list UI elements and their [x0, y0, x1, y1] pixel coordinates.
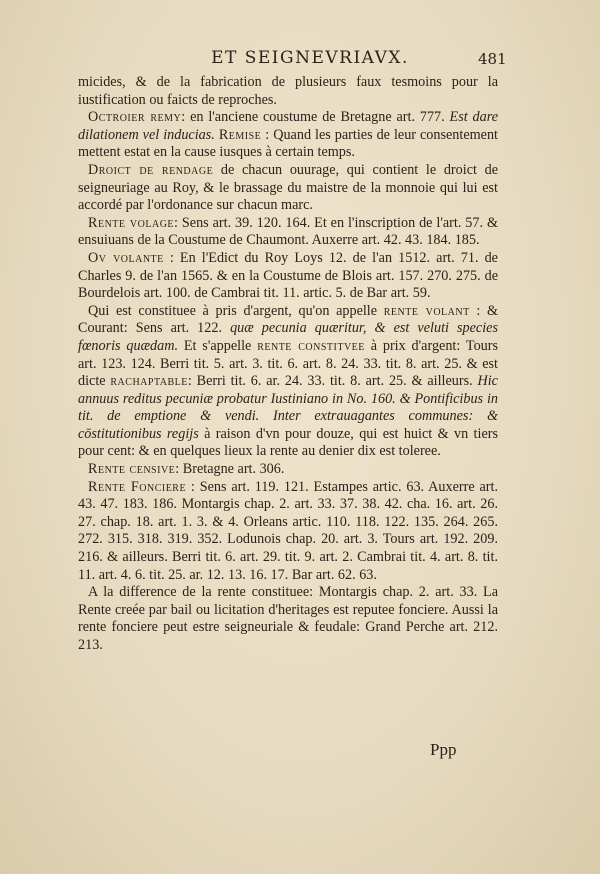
- text-run: Qui est constituee à pris d'argent, qu'on appelle: [88, 302, 384, 319]
- term-heading: Rente Fonciere: [88, 478, 187, 495]
- latin-quote: quæ pecunia quæritur, & est veluti species fœnoris quædam.: [78, 320, 498, 354]
- running-header: ET SEIGNEVRIAVX.: [211, 48, 409, 68]
- paragraph: [78, 162, 498, 215]
- latin-quote: Hic annuus reditus pecuniæ probatur Iustiniano in No. 160. & Pontificibus in tit. de emptione & vendi. Inter extrauagantes communes: & cōstitutionibus regijs: [78, 373, 498, 442]
- text-run: : Bretagne art. 306.: [175, 461, 285, 478]
- term-heading: Remise: [218, 126, 262, 143]
- page-number: 481: [478, 50, 507, 68]
- catchword: Ppp: [430, 740, 457, 759]
- paragraph: [78, 74, 498, 109]
- text-run: à prix d'argent: Tours art. 123. 124. Berri tit. 5. art. 3. tit. 6. art. 8. 24. 33. tit. 8. art. 25. & est dicte: [78, 337, 498, 390]
- term-heading: Octroier remy: [88, 109, 182, 126]
- paragraph: [78, 584, 498, 654]
- text-run: : Sens art. 119. 121. Estampes artic. 63. Auxerre art. 43. 47. 183. 186. Montargis chap. 2. art. 33. 37. 38. 42. cha. 16. art. 26. 27. chap. 18. art. 1. 3. & 4. Orleans artic. 110. 118. 122. 135. 264. 265. 272. 315. 318. 319. 352. Lodunois chap. 20. art. 3. Tours art. 192. 209. 216. & ailleurs. Berri tit. 6. art. 29. tit. 9. art. 2. Cambrai tit. 4. art. 8. tit. 11. art. 4. 6. tit. 25. ar. 12. 13. 16. 17. Bar art. 62. 63.: [78, 478, 498, 583]
- paragraph: [78, 479, 498, 585]
- text-run: Et s'appelle: [178, 337, 258, 354]
- term-heading: rachaptable: [110, 373, 188, 390]
- term-heading: Rente volage: [88, 214, 175, 231]
- text-run: : Quand les parties de leur consentement mettent estat en la cause iusques à certain temps.: [78, 126, 499, 161]
- term-heading: Ov volante: [88, 249, 164, 266]
- text-run: : en l'anciene coustume de Bretagne art. 777.: [181, 109, 450, 126]
- term-heading: rente constitvee: [257, 337, 365, 354]
- text-run: : Sens art. 39. 120. 164. Et en l'inscription de l'art. 57. & ensuiuans de la Coustume de Chaumont. Auxerre art. 42. 43. 184. 185.: [78, 214, 498, 249]
- paragraph: [78, 250, 498, 303]
- text-run: micides, & de la fabrication de plusieurs faux tesmoins pour la iustification ou faicts de reproches.: [78, 74, 498, 108]
- paragraph: [78, 303, 498, 461]
- text-run: à raison d'vn pour douze, qui est huict & vn tiers pour cent: & en quelques lieux la rente au denier dix est toleree.: [78, 425, 498, 460]
- term-heading: Rente censive: [88, 461, 176, 478]
- body-text: [78, 74, 498, 655]
- paragraph: [78, 461, 498, 479]
- text-run: : Berri tit. 6. ar. 24. 33. tit. 8. art. 25. & ailleurs.: [187, 373, 478, 390]
- text-run: de chacun ouurage, qui contient le droict de seigneuriage au Roy, & le brassage du maistre de la monnoie qui lui est accordé par l'ordonance sur chacun marc.: [78, 161, 498, 214]
- term-heading: Droict de rendage: [88, 161, 214, 178]
- text-run: : & Courant: Sens art. 122.: [78, 302, 499, 337]
- paragraph: [78, 109, 498, 162]
- text-run: : En l'Edict du Roy Loys 12. de l'an 1512. art. 71. de Charles 9. de l'an 1565. & en la Coustume de Blois art. 157. 270. 275. de Bourdelois art. 100. de Cambrai tit. 11. artic. 5. de Bar art. 59.: [78, 249, 498, 302]
- latin-quote: Est dare dilationem vel inducias.: [78, 109, 499, 143]
- term-heading: rente volant: [383, 302, 470, 319]
- paragraph: [78, 215, 498, 250]
- text-run: A la difference de la rente constituee: Montargis chap. 2. art. 33. La Rente creée par bail ou licitation d'heritages est reputee fonciere. Aussi la rente fonciere peut estre seigneuriale & feudale: Grand Perche art. 212. 213.: [78, 584, 498, 653]
